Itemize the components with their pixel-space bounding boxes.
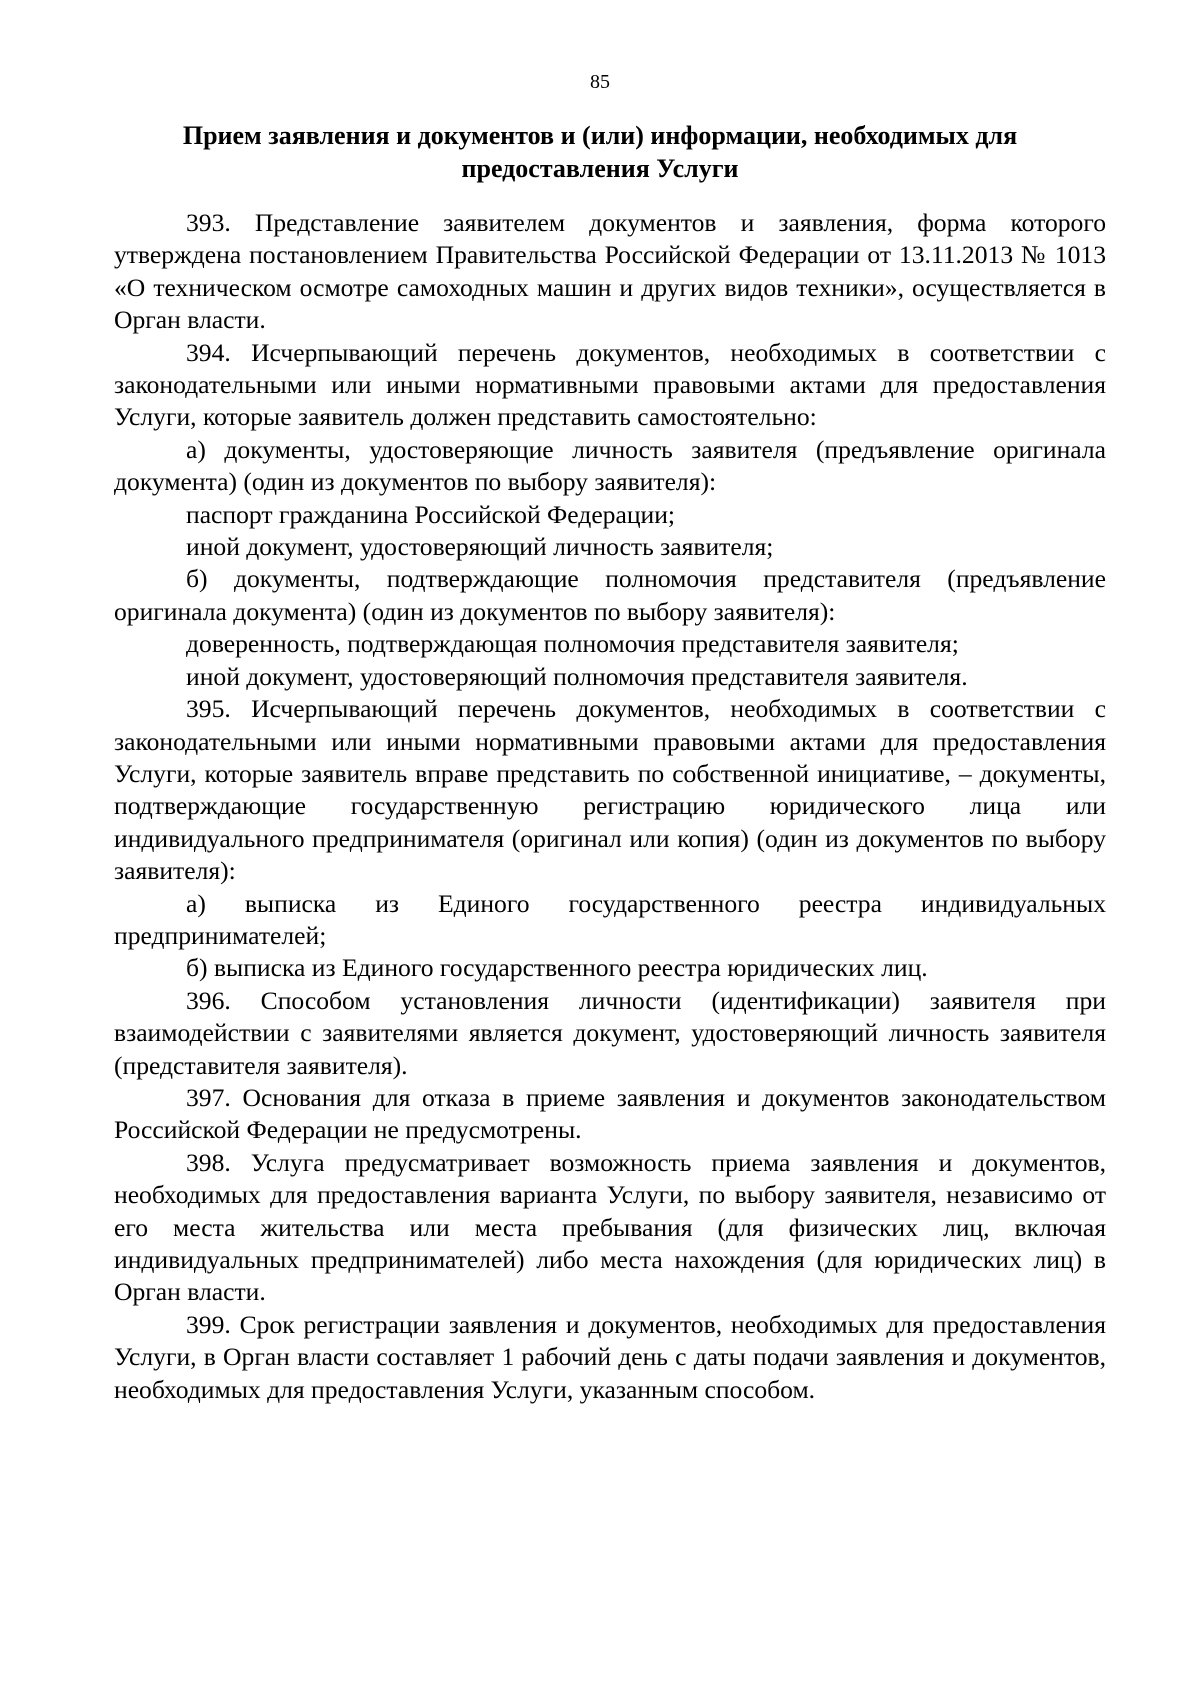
- paragraph-395-a: а) выписка из Единого государственного реестра индивидуальных предпринимателей;: [114, 888, 1106, 950]
- paragraph-396: 396. Способом установления личности (идентификации) заявителя при взаимодействии с заявителями является документ, удостоверяющий личность заявителя (представителя заявителя).: [114, 985, 1106, 1080]
- paragraph-395: 395. Исчерпывающий перечень документов, необходимых в соответствии с законодательными или иными нормативными правовыми актами для предоставления Услуги, которые заявитель вправе представить по собственной инициативе, – документы, подтверждающие государственную регистрацию юридического лица или индивидуального предпринимателя (оригинал или копия) (один из документов по выбору заявителя):: [114, 694, 1106, 886]
- paragraph-399: 399. Срок регистрации заявления и документов, необходимых для предоставления Услуги, в Орган власти составляет 1 рабочий день с даты подачи заявления и документов, необходимых для предоставления Услуги, указанным способом.: [114, 1309, 1106, 1404]
- page-number: 85: [590, 71, 610, 93]
- paragraph-394-b: б) документы, подтверждающие полномочия представителя (предъявление оригинала документа) (один из документов по выбору заявителя):: [114, 564, 1106, 626]
- paragraph-395-b: б) выписка из Единого государственного реестра юридических лиц.: [186, 953, 928, 983]
- paragraph-393: 393. Представление заявителем документов и заявления, форма которого утверждена постановлением Правительства Российской Федерации от 13.11.2013 № 1013 «О техническом осмотре самоходных машин и других видов техники», осуществляется в Орган власти.: [114, 208, 1106, 335]
- list-item-power-of-attorney: доверенность, подтверждающая полномочия представителя заявителя;: [186, 629, 959, 659]
- section-title: Прием заявления и документов и (или) информации, необходимых для предоставления Услуги: [182, 121, 1018, 183]
- list-item-other-id-document: иной документ, удостоверяющий личность заявителя;: [186, 532, 774, 562]
- paragraph-394: 394. Исчерпывающий перечень документов, необходимых в соответствии с законодательными или иными нормативными правовыми актами для предоставления Услуги, которые заявитель должен представить самостоятельно:: [114, 337, 1106, 432]
- paragraph-397: 397. Основания для отказа в приеме заявления и документов законодательством Российской Федерации не предусмотрены.: [114, 1082, 1106, 1145]
- document-body: [114, 207, 1106, 1406]
- paragraph-398: 398. Услуга предусматривает возможность приема заявления и документов, необходимых для предоставления варианта Услуги, по выбору заявителя, независимо от его места жительства или места пребывания (для физических лиц, включая индивидуальных предпринимателей) либо места нахождения (для юридических лиц) в Орган власти.: [114, 1147, 1106, 1307]
- paragraph-394-a: а) документы, удостоверяющие личность заявителя (предъявление оригинала документа) (один из документов по выбору заявителя):: [114, 434, 1106, 497]
- list-item-passport: паспорт гражданина Российской Федерации;: [186, 499, 676, 529]
- list-item-other-authority-document: иной документ, удостоверяющий полномочия представителя заявителя.: [186, 661, 968, 691]
